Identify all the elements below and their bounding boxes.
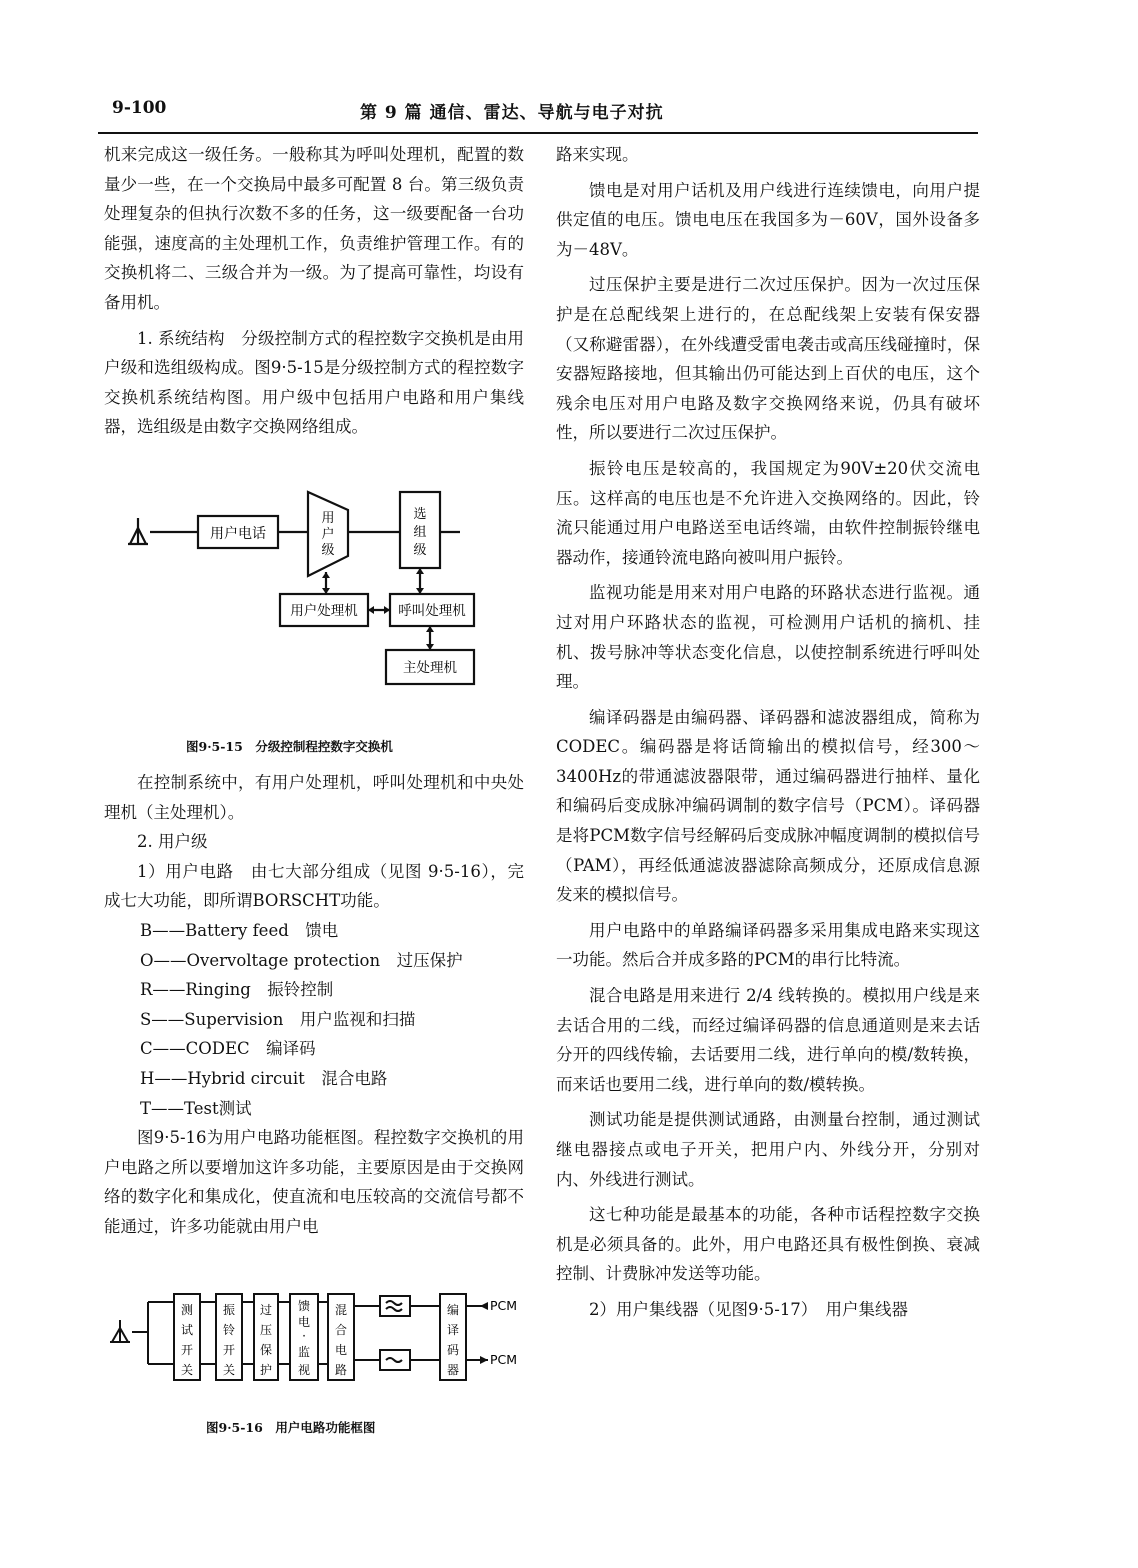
right-column [556, 140, 980, 1325]
ring-switch-label: 关 [222, 1363, 236, 1377]
subscriber-processor-label: 用户处理机 [290, 603, 358, 619]
hybrid-label: 路 [334, 1363, 348, 1377]
test-switch-label: 开 [180, 1343, 194, 1357]
codec-label: 码 [446, 1343, 460, 1357]
codec-label: 器 [446, 1363, 460, 1377]
paragraph: 这七种功能是最基本的功能，各种市话程控数字交换机是必须具备的。此外，用户电路还具有极性倒换、衰减控制、计费脉冲发送等功能。 [556, 1205, 980, 1284]
hybrid-label: 电 [334, 1343, 348, 1357]
borscht-item: H——Hybrid circuit 混合电路 [140, 1068, 388, 1088]
overvoltage-label: 压 [259, 1323, 273, 1337]
feed-supervision-label: 视 [297, 1363, 311, 1377]
group-stage-label: 组 [413, 525, 427, 540]
paragraph: 在控制系统中，有用户处理机，呼叫处理机和中央处理机（主处理机）。 [104, 773, 524, 822]
test-switch-label: 测 [180, 1303, 194, 1317]
feed-supervision-label: 电 [297, 1315, 311, 1329]
bandpass-filter-box [380, 1296, 410, 1316]
feed-supervision-label: · [302, 1329, 306, 1343]
left-column [104, 140, 524, 442]
codec-label: 编 [446, 1303, 460, 1317]
subscriber-phone-label: 用户电话 [210, 526, 266, 542]
paragraph: 1. 系统结构 分级控制方式的程控数字交换机是由用户级和选组级构成。图9·5-15是分级控制方式的程控数字交换机系统结构图。用户级中包括用户电路和用户集线器，选组级是由数字交换网络组成。 [104, 328, 524, 437]
paragraph: 机来完成这一级任务。一般称其为呼叫处理机，配置的数量少一些，在一个交换局中最多可配置 8 台。第三级负责处理复杂的但执行次数不多的任务，这一级要配备一台功能强，速度高的主处理机工作，负责维护管理工作。有的交换机将二、三级合并为一级。为了提高可靠性，均设有备用机。 [104, 145, 524, 312]
paragraph: 振铃电压是较高的，我国规定为90V±20伏交流电压。这样高的电压也是不允许进入交换网络的。因此，铃流只能通过用户电路送至电话终端，由软件控制振铃继电器动作，接通铃流电路向被叫用户振铃。 [556, 458, 980, 567]
borscht-item: C——CODEC 编译码 [140, 1039, 316, 1059]
paragraph: 监视功能是用来对用户电路的环路状态进行监视。通过对用户环路状态的监视，可检测用户话机的摘机、挂机、拨号脉冲等状态变化信息，以使控制系统进行呼叫处理。 [556, 583, 980, 692]
paragraph: 编译码器是由编码器、译码器和滤波器组成，简称为CODEC。编码器是将话筒输出的模拟信号，经300～3400Hz的带通滤波器限带，通过编码器进行抽样、量化和编码后变成脉冲编码调制的数字信号（PCM）。译码器是将PCM数字信号经解码后变成脉冲幅度调制的模拟信号（PAM），再经低通滤波器滤除高频成分，还原成信息源发来的模拟信号。 [556, 707, 980, 905]
codec-label: 译 [446, 1323, 460, 1337]
paragraph: 混合电路是用来进行 2/4 线转换的。模拟用户线是来去话合用的二线，而经过编译码器的信息通道则是来去话分开的四线传输，去话要用二线，进行单向的模/数转换，而来话也要用二线，进行单向的数/模转换。 [556, 986, 980, 1094]
group-stage-label: 选 [413, 507, 427, 522]
test-switch-label: 试 [180, 1323, 194, 1337]
ring-switch-label: 铃 [222, 1323, 236, 1337]
header-divider [98, 132, 978, 134]
pcm-output-label: PCM [490, 1298, 518, 1313]
left-column-lower [104, 768, 524, 1242]
borscht-item: T——Test测试 [140, 1098, 252, 1118]
borscht-item: B——Battery feed 馈电 [140, 920, 339, 940]
pcm-input-label: PCM [490, 1352, 518, 1367]
main-processor-label: 主处理机 [403, 660, 457, 676]
ring-switch-label: 振 [222, 1303, 236, 1317]
hybrid-label: 合 [334, 1323, 348, 1337]
borscht-item: O——Overvoltage protection 过压保护 [140, 950, 463, 970]
paragraph: 用户电路中的单路编译码器多采用集成电路来实现这一功能。然后合并成多路的PCM的串行比特流。 [556, 920, 980, 970]
borscht-item: R——Ringing 振铃控制 [140, 980, 334, 1000]
paragraph: 馈电是对用户话机及用户线进行连续馈电，向用户提供定值的电压。馈电电压在我国多为－60V，国外设备多为－48V。 [556, 180, 980, 259]
paragraph: 过压保护主要是进行二次过压保护。因为一次过压保护是在总配线架上进行的，在总配线架上安装有保安器（又称避雷器），在外线遭受雷电袭击或高压线碰撞时，保安器短路接地，但其输出仍可能达到上百伏的电压，这个残余电压对用户电路及数字交换网络来说，仍具有破坏性，所以要进行二次过压保护。 [556, 275, 980, 443]
hybrid-label: 混 [334, 1303, 348, 1317]
section-title: 第 9 篇 通信、雷达、导航与电子对抗 [360, 103, 664, 123]
feed-supervision-label: 监 [297, 1345, 311, 1359]
subscriber-stage-label: 级 [321, 543, 335, 558]
subscriber-stage-label: 户 [321, 527, 335, 542]
paragraph: 2）用户集线器（见图9·5-17） 用户集线器 [589, 1299, 909, 1319]
paragraph: 1）用户电路 由七大部分组成（见图 9·5-16），完成七大功能，即所谓BORSCHT功能。 [104, 861, 524, 911]
figure-9-5-16-caption: 图9·5-16 用户电路功能框图 [206, 1420, 376, 1435]
feed-supervision-label: 馈 [297, 1299, 311, 1313]
overvoltage-label: 保 [259, 1343, 273, 1357]
figure-9-5-16-diagram [104, 1282, 534, 1392]
section-heading: 2. 用户级 [137, 832, 208, 852]
test-switch-label: 关 [180, 1363, 194, 1377]
subscriber-stage-label: 用 [321, 511, 335, 526]
overvoltage-label: 护 [259, 1363, 273, 1377]
paragraph: 测试功能是提供测试通路，由测量台控制，通过测试继电器接点或电子开关，把用户内、外线分开，分别对内、外线进行测试。 [556, 1110, 980, 1189]
paragraph: 路来实现。 [556, 145, 639, 164]
paragraph: 图9·5-16为用户电路功能框图。程控数字交换机的用户电路之所以要增加这许多功能，主要原因是由于交换网络的数字化和集成化，使直流和电压较高的交流信号都不能通过，许多功能就由用户电 [104, 1128, 524, 1236]
borscht-item: S——Supervision 用户监视和扫描 [140, 1009, 416, 1029]
figure-9-5-15-diagram [120, 480, 540, 710]
ring-switch-label: 开 [222, 1343, 236, 1357]
figure-9-5-15-caption: 图9·5-15 分级控制程控数字交换机 [186, 739, 393, 754]
call-processor-label: 呼叫处理机 [398, 603, 466, 619]
group-stage-label: 级 [413, 543, 427, 558]
overvoltage-label: 过 [259, 1303, 273, 1317]
page-number: 9-100 [112, 98, 167, 118]
